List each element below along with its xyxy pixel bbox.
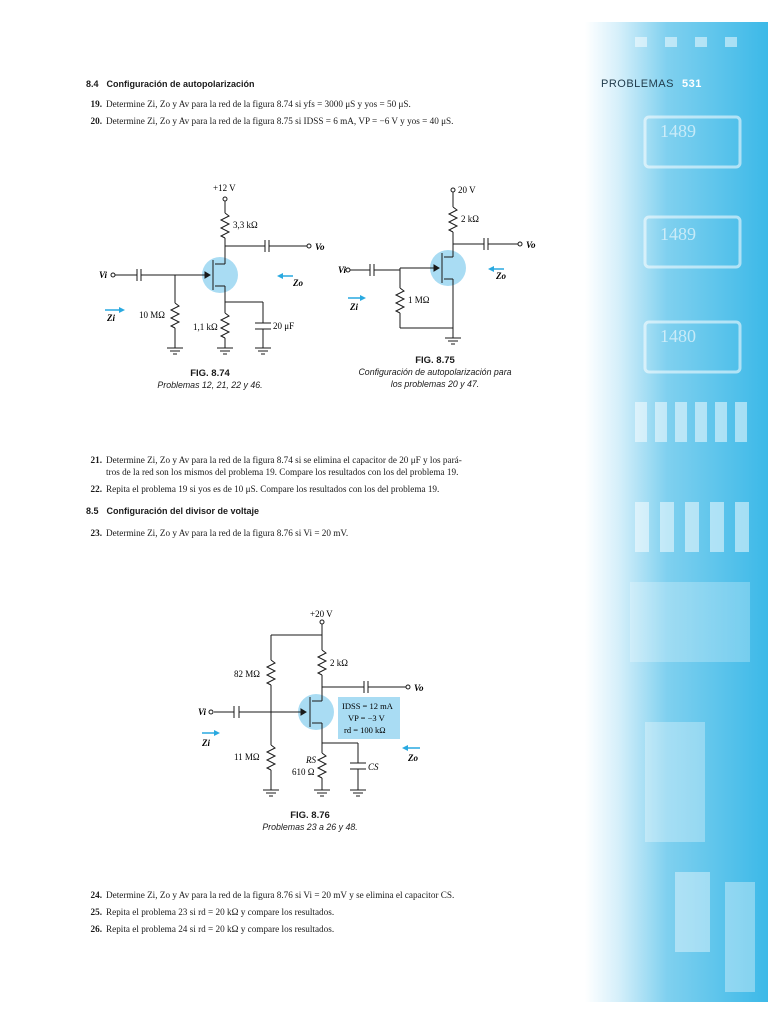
figure-8-74-caption [140, 368, 280, 391]
figure-title: FIG. 8.74 [190, 368, 230, 379]
problem-item [82, 906, 334, 918]
zo-label: Zo [496, 271, 506, 281]
zi-label: Zi [350, 302, 358, 312]
section-title: Configuración del divisor de voltaje [106, 506, 260, 516]
problem-text: Repita el problema 23 si rd = 20 kΩ y compare los resultados. [106, 907, 335, 917]
problem-number: 26. [90, 924, 102, 934]
vi-label: Vi [338, 265, 347, 275]
problem-number: 20. [90, 116, 102, 126]
figure-8-75-circuit [338, 182, 543, 357]
problem-text: tros de la red son los mismos del problema 19. Compare los resultados con los del problema 19. [106, 467, 459, 477]
page-number: 531 [681, 78, 702, 90]
figure-description: los problemas 20 y 47. [390, 379, 480, 389]
figure-8-75-caption [340, 355, 530, 390]
vdd-label: +20 V [310, 609, 333, 619]
cs-label: CS [368, 762, 379, 772]
param-vp: VP = −3 V [348, 713, 385, 723]
param-rd: rd = 100 kΩ [344, 725, 386, 735]
decorative-circuit-board-sidebar [585, 22, 768, 1002]
problem-text: Determine Zi, Zo y Av para la red de la figura 8.74 si yfs = 3000 μS y yos = 50 μS. [106, 99, 411, 109]
rg-label: 1 MΩ [408, 295, 430, 305]
circuit-board-image [585, 22, 768, 1002]
running-header-label: PROBLEMAS [601, 78, 674, 90]
cs-label: 20 μF [273, 321, 295, 331]
problem-item [82, 527, 348, 539]
problem-item [82, 98, 411, 110]
rs-label: 1,1 kΩ [193, 322, 218, 332]
figure-8-76-caption [240, 810, 380, 833]
r2-label: 11 MΩ [234, 752, 260, 762]
figure-description: Problemas 23 a 26 y 48. [262, 822, 358, 832]
rd-label: 2 kΩ [330, 658, 348, 668]
zo-label: Zo [293, 278, 303, 288]
problem-number: 25. [90, 907, 102, 917]
rd-label: 2 kΩ [461, 214, 479, 224]
problem-item [82, 115, 453, 127]
problem-text: Repita el problema 19 si yos es de 10 μS. Compare los resultados con los del problema 19. [106, 484, 440, 494]
problem-item [82, 923, 334, 935]
zi-label: Zi [202, 738, 210, 748]
zi-label: Zi [107, 313, 115, 323]
rs-value-label: 610 Ω [292, 767, 315, 777]
problem-text: Determine Zi, Zo y Av para la red de la figura 8.74 si se elimina el capacitor de 20 μF y los pará- [106, 455, 462, 465]
page-header [601, 78, 702, 90]
zo-label: Zo [408, 753, 418, 763]
problem-number: 19. [90, 99, 102, 109]
figure-description: Configuración de autopolarización para [358, 367, 512, 377]
vi-label: Vi [99, 270, 108, 280]
problem-item [82, 483, 439, 495]
vo-label: Vo [315, 242, 325, 252]
rd-label: 3,3 kΩ [233, 220, 258, 230]
r1-label: 82 MΩ [234, 669, 260, 679]
section-heading [86, 79, 255, 89]
figure-description: Problemas 12, 21, 22 y 46. [157, 380, 263, 390]
problem-text: Determine Zi, Zo y Av para la red de la figura 8.76 si Vi = 20 mV y se elimina el capacitor CS. [106, 890, 455, 900]
vi-label: Vi [198, 707, 207, 717]
problem-text: Determine Zi, Zo y Av para la red de la figura 8.75 si IDSS = 6 mA, VP = −6 V y yos = 40 μS. [106, 116, 454, 126]
section-heading [86, 506, 259, 516]
section-number: 8.4 [86, 79, 99, 89]
vo-label: Vo [414, 683, 424, 693]
problem-number: 24. [90, 890, 102, 900]
figure-title: FIG. 8.76 [290, 810, 330, 821]
rg-label: 10 MΩ [139, 310, 165, 320]
problem-number: 23. [90, 528, 102, 538]
figure-8-74-circuit [95, 178, 335, 368]
problem-text: Repita el problema 24 si rd = 20 kΩ y compare los resultados. [106, 924, 335, 934]
problem-item [82, 889, 454, 901]
vdd-label: +12 V [213, 183, 236, 193]
svg-text:1489: 1489 [660, 121, 696, 141]
section-title: Configuración de autopolarización [106, 79, 255, 89]
problem-item-continuation [106, 466, 458, 478]
vo-label: Vo [526, 240, 536, 250]
figure-8-76-circuit [196, 605, 436, 810]
problem-number: 22. [90, 484, 102, 494]
param-idss: IDSS = 12 mA [342, 701, 393, 711]
figure-title: FIG. 8.75 [415, 355, 455, 366]
svg-text:1489: 1489 [660, 224, 696, 244]
problem-item [82, 454, 462, 466]
vdd-label: 20 V [458, 185, 476, 195]
problem-text: Determine Zi, Zo y Av para la red de la figura 8.76 si Vi = 20 mV. [106, 528, 349, 538]
section-number: 8.5 [86, 506, 99, 516]
svg-text:1480: 1480 [660, 326, 696, 346]
rs-name-label: RS [306, 755, 316, 765]
problem-number: 21. [90, 455, 102, 465]
